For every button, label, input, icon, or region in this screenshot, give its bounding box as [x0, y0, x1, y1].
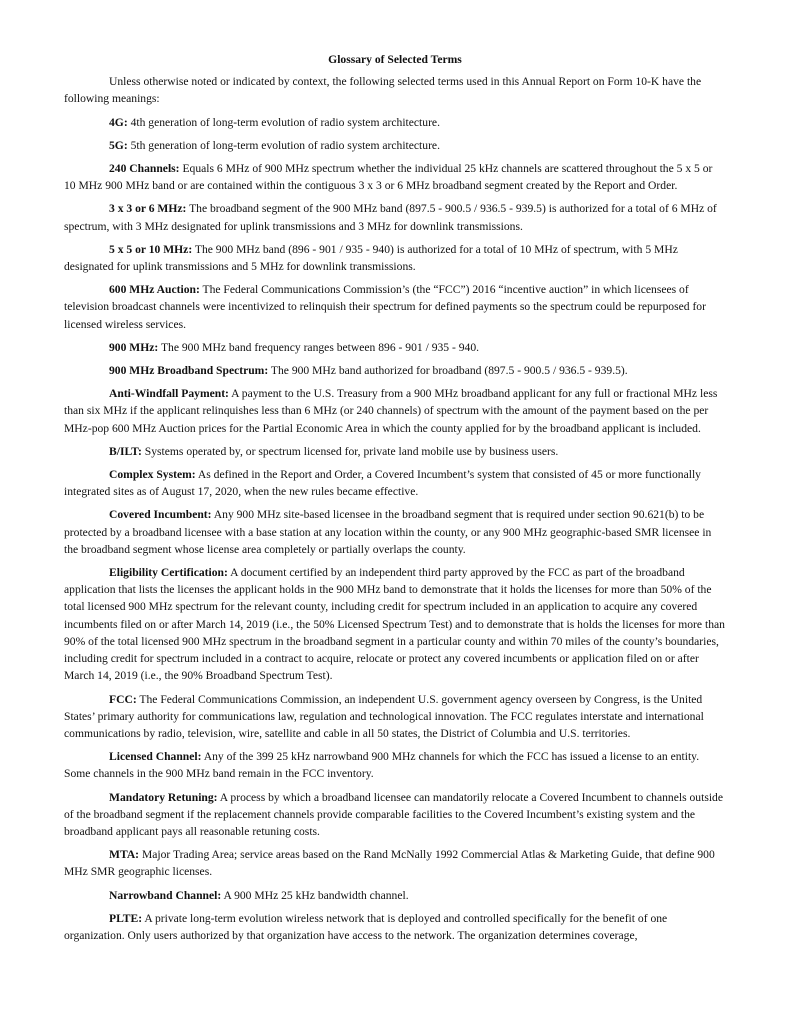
- glossary-entry: [64, 241, 726, 275]
- page-title: Glossary of Selected Terms: [328, 53, 462, 66]
- glossary-definition: A payment to the U.S. Treasury from a 900 MHz broadband applicant for any full or fractional MHz less than six MHz if the applicant relinquishes less than 6 MHz (or 240 channels) of spectrum with the amount of the payment based on the per MHz-pop 600 MHz Auction prices for the Partial Economic Area in which the county applied for by the broadband applicant is included.: [64, 387, 718, 435]
- document-page: [64, 51, 726, 950]
- glossary-definition: The Federal Communications Commission, an independent U.S. government agency overseen by Congress, is the United States’ primary authority for communications law, regulation and technological innovation. The FCC regulates interstate and international communications by radio, television, wire, satellite and cable in all 50 states, the District of Columbia and U.S. territories.: [64, 692, 704, 740]
- glossary-definition: The broadband segment of the 900 MHz band (897.5 - 900.5 / 936.5 - 939.5) is authorized for a total of 6 MHz of spectrum, with 3 MHz designated for uplink transmissions and 3 MHz for downlink transmissions.: [64, 202, 717, 233]
- glossary-term: 5 x 5 or 10 MHz:: [109, 242, 193, 256]
- glossary-term: Licensed Channel:: [109, 750, 202, 764]
- glossary-term: Eligibility Certification:: [109, 566, 228, 580]
- intro-paragraph: Unless otherwise noted or indicated by context, the following selected terms used in this Annual Report on Form 10-K have the following meanings:: [64, 75, 702, 106]
- glossary-entry: [64, 385, 726, 437]
- glossary-term: Complex System:: [109, 468, 196, 482]
- glossary-list: [64, 114, 726, 945]
- glossary-term: B/ILT:: [109, 444, 142, 458]
- glossary-entry: [64, 137, 726, 154]
- glossary-term: 4G:: [109, 115, 128, 129]
- glossary-term: FCC:: [109, 692, 137, 706]
- glossary-term: 900 MHz:: [109, 340, 159, 354]
- glossary-entry: [64, 910, 726, 944]
- glossary-definition: Any 900 MHz site-based licensee in the broadband segment that is required under section 90.621(b) to be protected by a broadband licensee with a base station at any location within the county, or any 900 MHz geographic-based SMR licensee in the broadband segment whose license area completely or partially overlaps the county.: [64, 508, 712, 556]
- glossary-definition: The 900 MHz band frequency ranges between 896 - 901 / 935 - 940.: [158, 340, 480, 354]
- glossary-entry: [64, 443, 726, 460]
- glossary-definition: The Federal Communications Commission’s (the “FCC”) 2016 “incentive auction” in which licensees of television broadcast channels were incentivized to relinquish their spectrum for defined payments so the spectrum could be repurposed for licensed wireless services.: [64, 283, 706, 331]
- glossary-definition: Equals 6 MHz of 900 MHz spectrum whether the individual 25 kHz channels are scattered throughout the 5 x 5 or 10 MHz 900 MHz band or are contained within the contiguous 3 x 3 or 6 MHz broadband segment created by the Report and Order.: [64, 162, 713, 193]
- glossary-definition: A 900 MHz 25 kHz bandwidth channel.: [221, 888, 409, 902]
- glossary-definition: A process by which a broadband licensee can mandatorily relocate a Covered Incumbent to channels outside of the broadband segment if the replacement channels provide comparable facilities to the Covered Incumbent’s existing system and the broadband applicant pays all reasonable retuning costs.: [64, 790, 723, 838]
- glossary-entry: [64, 114, 726, 131]
- glossary-term: 900 MHz Broadband Spectrum:: [109, 364, 269, 378]
- glossary-term: Narrowband Channel:: [109, 888, 222, 902]
- glossary-definition: 5th generation of long-term evolution of radio system architecture.: [127, 138, 440, 152]
- glossary-term: 240 Channels:: [109, 162, 180, 176]
- glossary-definition: As defined in the Report and Order, a Covered Incumbent’s system that consisted of 45 or more functionally integrated sites as of August 17, 2020, when the new rules became effective.: [64, 468, 701, 499]
- glossary-term: Mandatory Retuning:: [109, 790, 218, 804]
- glossary-definition: The 900 MHz band (896 - 901 / 935 - 940) is authorized for a total of 10 MHz of spectrum, with 5 MHz designated for uplink transmissions and 5 MHz for downlink transmissions.: [64, 242, 678, 274]
- glossary-entry: [64, 200, 726, 234]
- glossary-term: Covered Incumbent:: [109, 508, 212, 522]
- glossary-definition: Systems operated by, or spectrum licensed for, private land mobile use by business users.: [141, 444, 559, 458]
- glossary-entry: [64, 887, 726, 904]
- glossary-term: MTA:: [109, 848, 140, 862]
- glossary-term: Anti-Windfall Payment:: [109, 387, 229, 401]
- glossary-term: 5G:: [109, 138, 128, 152]
- glossary-definition: A private long-term evolution wireless network that is deployed and controlled specifically for the benefit of one organization. Only users authorized by that organization have access to the network. The organization determines coverage,: [64, 911, 668, 942]
- glossary-definition: Major Trading Area; service areas based on the Rand McNally 1992 Commercial Atlas & Marketing Guide, that define 900 MHz SMR geographic licenses.: [64, 848, 715, 879]
- glossary-entry: [64, 564, 726, 684]
- glossary-entry: [64, 160, 726, 194]
- glossary-entry: [64, 281, 726, 333]
- glossary-definition: 4th generation of long-term evolution of radio system architecture.: [127, 115, 440, 129]
- glossary-entry: [64, 506, 726, 558]
- glossary-entry: [64, 362, 726, 379]
- glossary-entry: [64, 846, 726, 880]
- glossary-definition: Any of the 399 25 kHz narrowband 900 MHz channels for which the FCC has issued a license to an entity. Some channels in the 900 MHz band remain in the FCC inventory.: [64, 750, 700, 781]
- glossary-term: 600 MHz Auction:: [109, 283, 200, 297]
- glossary-entry: [64, 466, 726, 500]
- glossary-term: 3 x 3 or 6 MHz:: [109, 202, 187, 216]
- glossary-entry: [64, 789, 726, 841]
- glossary-entry: [64, 691, 726, 743]
- glossary-entry: [64, 748, 726, 782]
- glossary-entry: [64, 339, 726, 356]
- glossary-term: PLTE:: [109, 911, 143, 925]
- glossary-definition: The 900 MHz band authorized for broadband (897.5 - 900.5 / 936.5 - 939.5).: [268, 364, 628, 378]
- glossary-definition: A document certified by an independent third party approved by the FCC as part of the broadband application that lists the licenses the applicant holds in the 900 MHz band to demonstrate that it holds the licenses for more than 50% of the total licensed 900 MHz spectrum for the relevant county, including credit for spectrum included in an application to acquire any covered incumbents filed on or after March 14, 2019 (i.e., the 50% Licensed Spectrum Test) and to demonstrate that is holds the licenses for more than 90% of the total licensed 900 MHz spectrum in the broadband segment in a particular county and within 70 miles of the county’s boundaries, including credit for spectrum included in a contract to acquire, relocate or protect any covered incumbents or application filed on or after March 14, 2019 (i.e., the 90% Broadband Spectrum Test).: [64, 566, 725, 683]
